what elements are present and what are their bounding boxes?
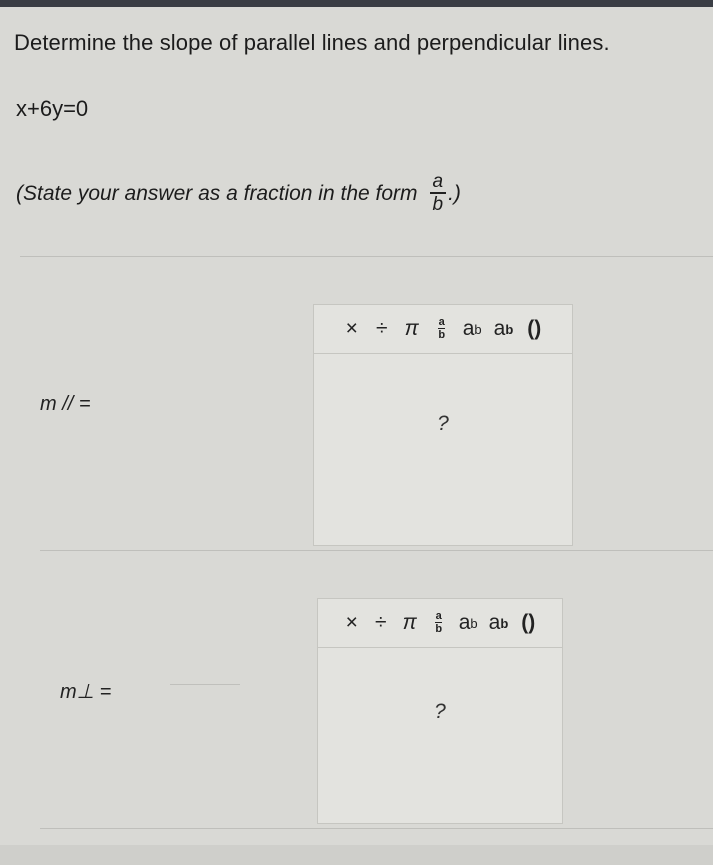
exponent-button[interactable] xyxy=(463,314,482,344)
exponent-power: b xyxy=(470,615,478,631)
fraction-icon-top: a xyxy=(435,610,442,622)
subscript-base: a xyxy=(493,317,506,340)
fraction-icon xyxy=(435,611,442,635)
divider-bottom xyxy=(40,828,713,829)
perpendicular-answer-input[interactable] xyxy=(318,648,562,823)
exponent-power: b xyxy=(474,321,482,337)
fraction-icon-bottom: b xyxy=(435,623,443,635)
times-symbol: × xyxy=(345,317,358,340)
fraction-icon xyxy=(438,317,445,341)
exponent-base: a xyxy=(458,611,471,634)
times-button[interactable] xyxy=(343,608,361,638)
exponent-button[interactable] xyxy=(459,608,478,638)
parallel-answer-box xyxy=(313,304,573,546)
perpendicular-placeholder: ? xyxy=(434,700,446,723)
parentheses-symbol: () xyxy=(521,611,536,634)
fraction-button[interactable] xyxy=(430,608,448,638)
divide-symbol: ÷ xyxy=(374,611,387,634)
instruction-prefix: (State your answer as a fraction in the form xyxy=(16,181,418,205)
fraction-numerator: a xyxy=(432,171,444,192)
parallel-placeholder: ? xyxy=(437,412,449,435)
perpendicular-math-toolbar xyxy=(318,599,562,648)
fraction-button[interactable] xyxy=(433,314,451,344)
perpendicular-answer-box xyxy=(317,598,563,824)
perpendicular-slope-label: m⊥ = xyxy=(60,681,112,703)
subscript-button[interactable] xyxy=(489,608,509,638)
fraction-denominator: b xyxy=(432,193,444,215)
fraction-icon-top: a xyxy=(438,316,445,328)
fraction-icon-bottom: b xyxy=(438,329,446,341)
stray-mark xyxy=(170,684,240,685)
parallel-math-toolbar xyxy=(314,305,572,354)
top-strip xyxy=(0,0,713,7)
pi-button[interactable] xyxy=(401,608,419,638)
pi-symbol: π xyxy=(404,317,419,340)
divide-button[interactable] xyxy=(373,314,391,344)
instructions xyxy=(16,172,461,216)
divider-top xyxy=(20,256,713,257)
pi-button[interactable] xyxy=(403,314,421,344)
parentheses-button[interactable] xyxy=(519,608,537,638)
pi-symbol: π xyxy=(402,611,417,634)
divide-symbol: ÷ xyxy=(375,317,388,340)
exponent-base: a xyxy=(462,317,475,340)
equation: x+6y=0 xyxy=(16,96,89,121)
parentheses-button[interactable] xyxy=(525,314,543,344)
subscript-button[interactable] xyxy=(494,314,514,344)
subscript-index: b xyxy=(500,615,509,631)
subscript-index: b xyxy=(505,321,514,337)
instruction-suffix: .) xyxy=(448,181,461,205)
divider-middle xyxy=(40,550,713,551)
bottom-strip xyxy=(0,845,713,865)
times-symbol: × xyxy=(345,611,358,634)
question-title: Determine the slope of parallel lines and perpendicular lines. xyxy=(14,30,610,55)
times-button[interactable] xyxy=(343,314,361,344)
subscript-base: a xyxy=(488,611,501,634)
parentheses-symbol: () xyxy=(527,317,542,340)
parallel-answer-input[interactable] xyxy=(314,354,572,545)
divide-button[interactable] xyxy=(372,608,390,638)
parallel-slope-label: m // = xyxy=(40,393,91,415)
fraction-example xyxy=(430,172,447,216)
